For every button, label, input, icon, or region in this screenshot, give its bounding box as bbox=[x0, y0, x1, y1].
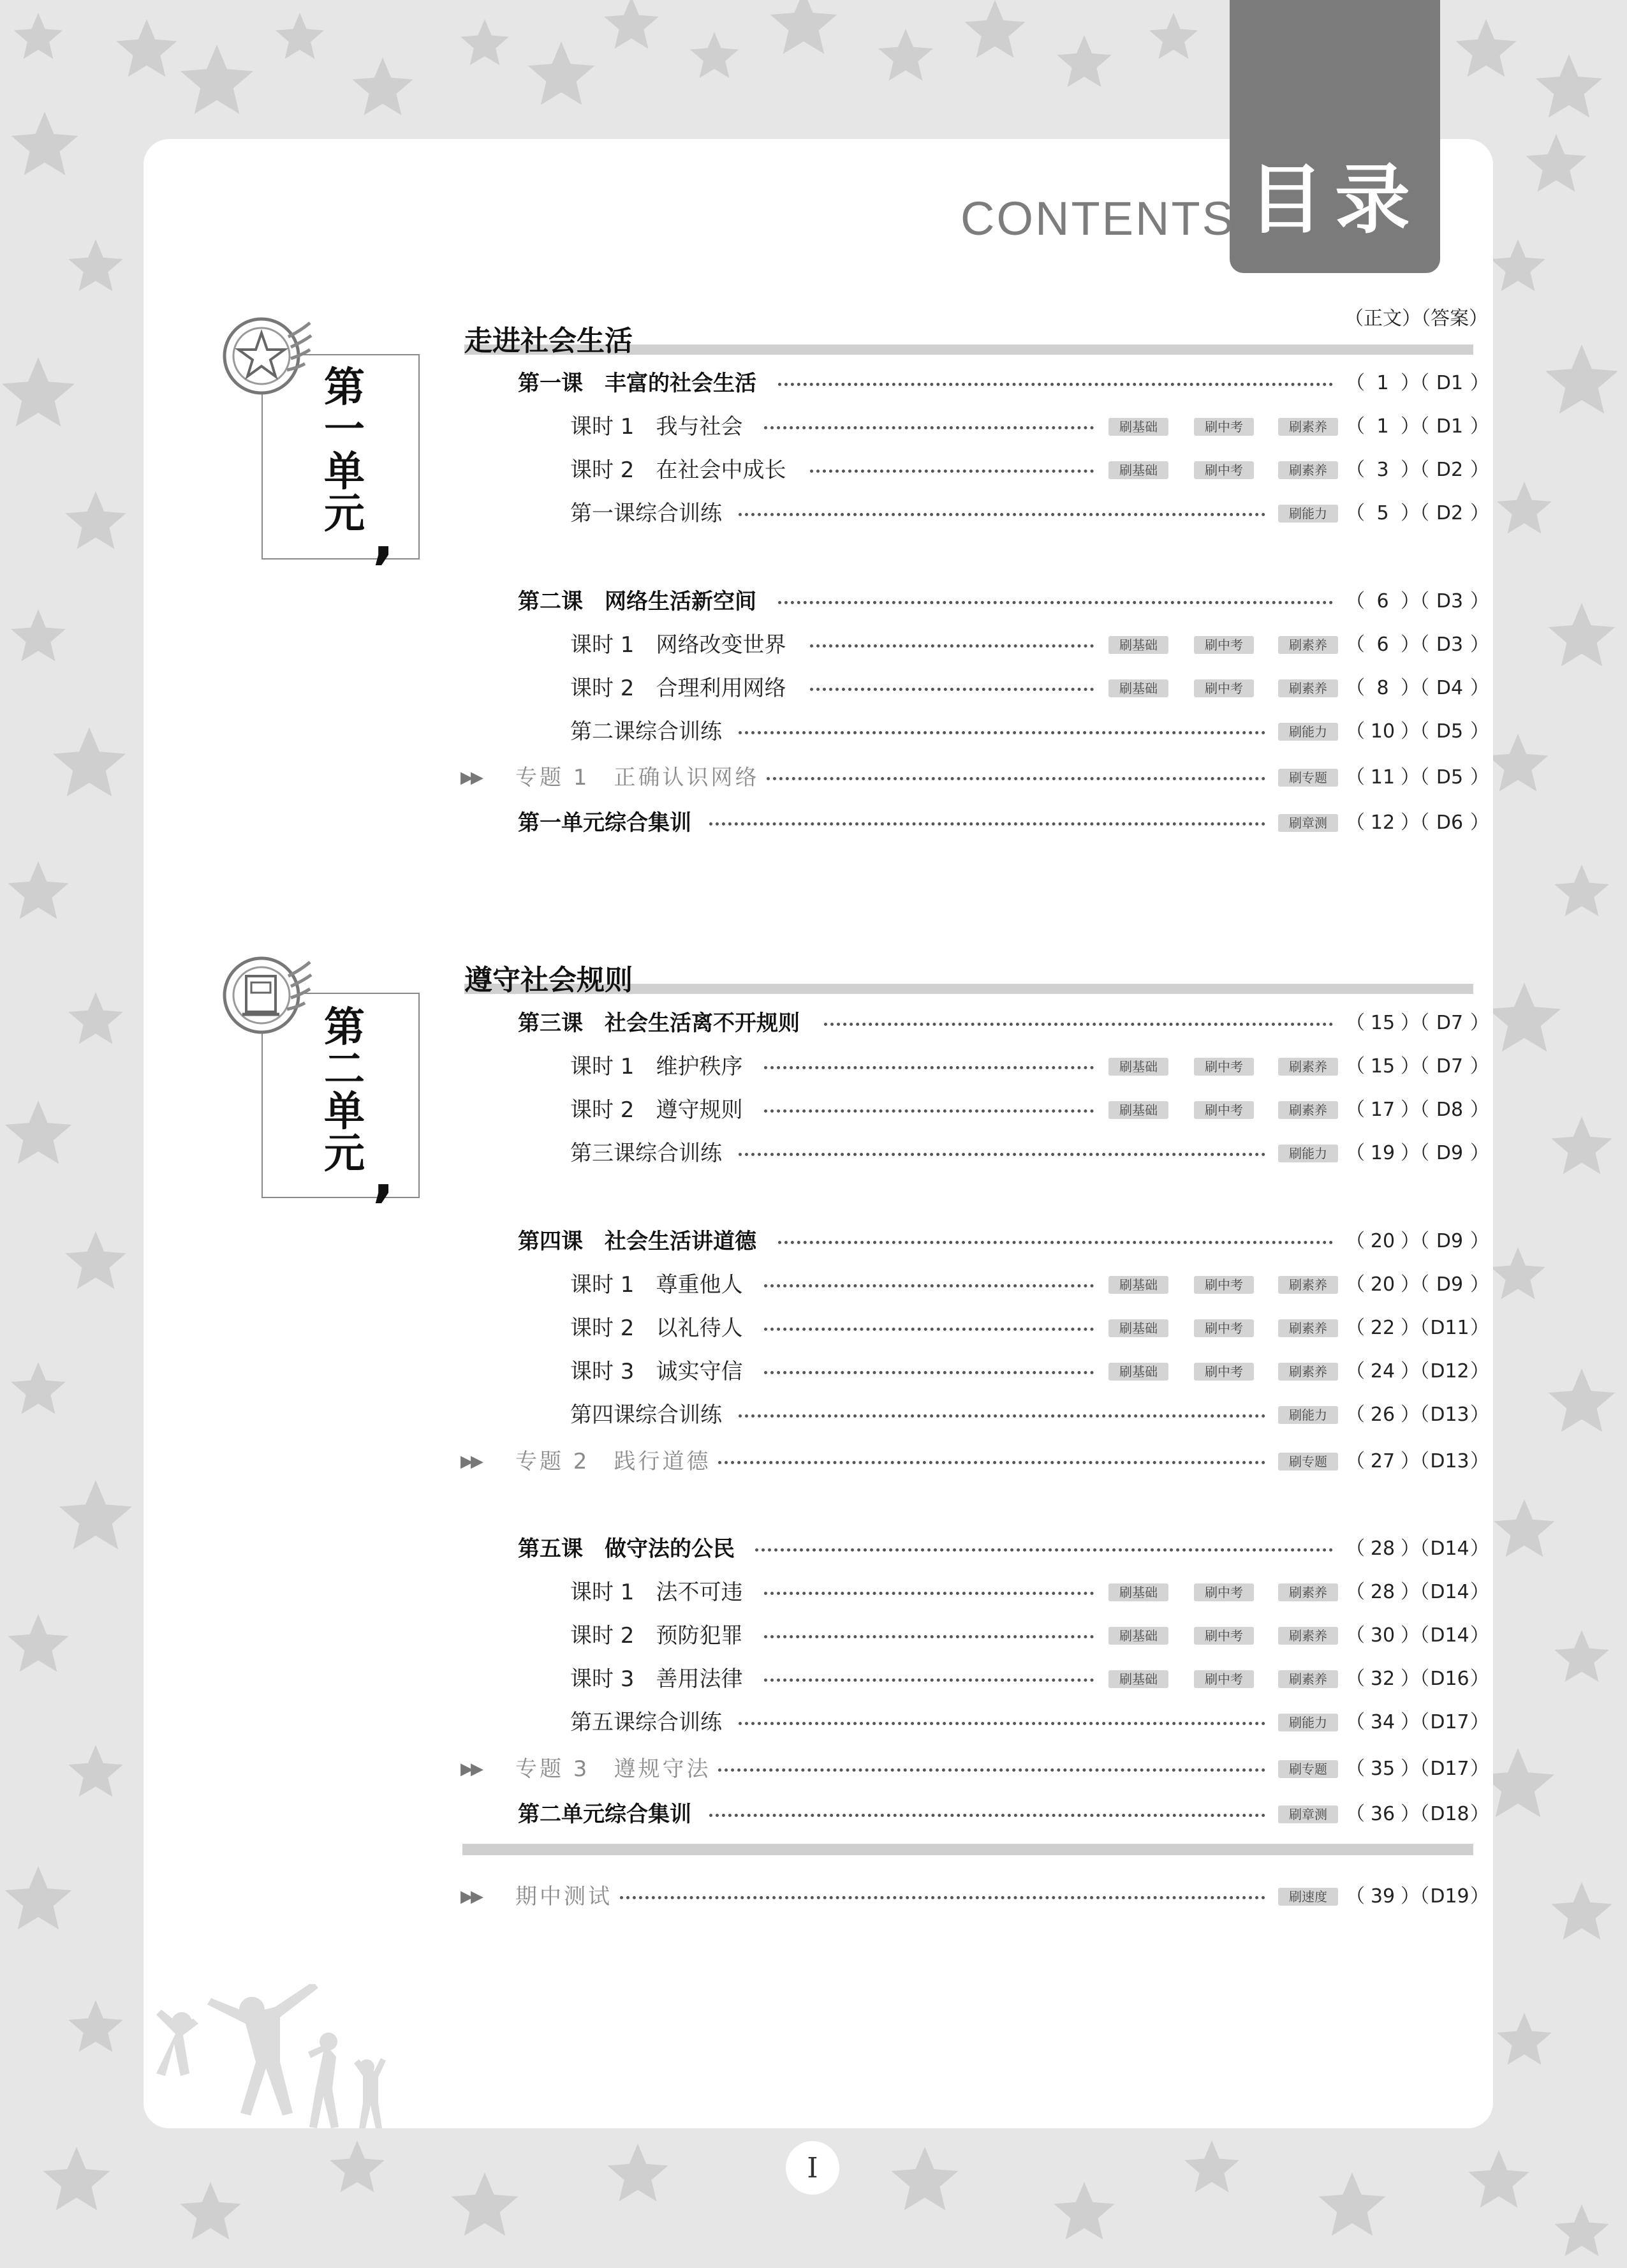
practice-tag: 刷专题 bbox=[1278, 769, 1338, 787]
toc-row[interactable] bbox=[0, 1882, 1627, 1911]
leader-dots bbox=[764, 1635, 1094, 1638]
practice-tag: 刷速度 bbox=[1278, 1888, 1338, 1906]
star-shape bbox=[11, 112, 78, 175]
answer-page: D9 bbox=[1436, 1230, 1464, 1252]
toc-entry-title: 第四课综合训练 bbox=[570, 1402, 722, 1428]
star-shape bbox=[1491, 239, 1545, 291]
practice-tag: 刷基础 bbox=[1108, 1101, 1168, 1119]
page-ref: （ 3 ）（ D2 ） bbox=[1346, 456, 1489, 485]
star-shape bbox=[1468, 2150, 1529, 2208]
page-ref: （ 26 ）（D13） bbox=[1346, 1400, 1489, 1430]
toc-row[interactable] bbox=[0, 674, 1627, 703]
toc-row[interactable] bbox=[0, 456, 1627, 485]
page-ref: （ 35 ）（D17） bbox=[1346, 1754, 1489, 1784]
page-ref: （ 10 ）（ D5 ） bbox=[1346, 717, 1489, 746]
leader-dots bbox=[739, 731, 1265, 734]
page-number: 6 bbox=[1376, 590, 1389, 612]
page-number: 1 bbox=[1376, 372, 1389, 394]
leader-dots bbox=[764, 1066, 1094, 1069]
page-ref: （ 27 ）（D13） bbox=[1346, 1447, 1489, 1476]
unit-1-label bbox=[313, 364, 376, 538]
page-number: 24 bbox=[1370, 1360, 1395, 1382]
answer-page: D12 bbox=[1430, 1360, 1469, 1382]
leader-dots bbox=[764, 1328, 1094, 1331]
practice-tag: 刷能力 bbox=[1278, 1145, 1338, 1162]
toc-entry-title: 第五课 做守法的公民 bbox=[518, 1536, 735, 1562]
toc-entry-title: 课时 1 尊重他人 bbox=[570, 1272, 743, 1298]
practice-tag: 刷素养 bbox=[1278, 679, 1338, 697]
toc-row[interactable] bbox=[0, 630, 1627, 660]
page-number: 19 bbox=[1370, 1142, 1395, 1164]
star-shape bbox=[180, 2182, 240, 2240]
page-number: 36 bbox=[1370, 1803, 1395, 1825]
page-ref: （ 15 ）（ D7 ） bbox=[1346, 1052, 1489, 1081]
toc-entry-title: 课时 1 网络改变世界 bbox=[570, 632, 786, 658]
practice-tag: 刷中考 bbox=[1194, 418, 1254, 436]
practice-tag: 刷中考 bbox=[1194, 1627, 1254, 1645]
answer-page: D5 bbox=[1436, 766, 1464, 789]
practice-tag: 刷章测 bbox=[1278, 1805, 1338, 1823]
page-number: 11 bbox=[1370, 766, 1395, 789]
answer-page: D17 bbox=[1430, 1758, 1469, 1780]
toc-row[interactable] bbox=[0, 1095, 1627, 1125]
leader-dots bbox=[739, 513, 1265, 516]
star-shape bbox=[1184, 2140, 1239, 2192]
star-shape bbox=[43, 2147, 110, 2211]
practice-tag: 刷中考 bbox=[1194, 1363, 1254, 1381]
page-ref: （ 34 ）（D17） bbox=[1346, 1708, 1489, 1737]
leader-dots bbox=[824, 1023, 1333, 1026]
page-ref: （ 1 ）（ D1 ） bbox=[1346, 412, 1489, 441]
star-shape bbox=[14, 13, 63, 59]
toc-entry-title: 专题 2 践行道德 bbox=[515, 1449, 711, 1474]
page-ref: （ 15 ）（ D7 ） bbox=[1346, 1009, 1489, 1038]
star-shape bbox=[68, 239, 123, 291]
page-ref: （ 22 ）（D11） bbox=[1346, 1314, 1489, 1343]
practice-tag: 刷基础 bbox=[1108, 679, 1168, 697]
toc-row[interactable] bbox=[0, 412, 1627, 441]
practice-tag: 刷素养 bbox=[1278, 1670, 1338, 1688]
star-shape bbox=[330, 2140, 385, 2192]
toc-entry-title: 第四课 社会生活讲道德 bbox=[518, 1229, 756, 1254]
answer-page: D13 bbox=[1430, 1404, 1469, 1426]
unit-2-comma: , bbox=[372, 1142, 395, 1209]
answer-page: D9 bbox=[1436, 1142, 1464, 1164]
answer-page: D16 bbox=[1430, 1668, 1469, 1690]
toc-row[interactable] bbox=[0, 1357, 1627, 1386]
practice-tag: 刷素养 bbox=[1278, 1058, 1338, 1076]
toc-row[interactable] bbox=[0, 1052, 1627, 1081]
unit-1-char: 第 bbox=[324, 364, 365, 411]
toc-row[interactable] bbox=[0, 1139, 1627, 1168]
toc-entry-title: 课时 1 维护秩序 bbox=[570, 1054, 743, 1079]
practice-tag: 刷专题 bbox=[1278, 1453, 1338, 1471]
page-ref: （ 8 ）（ D4 ） bbox=[1346, 674, 1489, 703]
practice-tag: 刷基础 bbox=[1108, 418, 1168, 436]
leader-dots bbox=[718, 1461, 1265, 1464]
arrow-icon: ▶▶ bbox=[460, 1760, 481, 1779]
practice-tag: 刷素养 bbox=[1278, 1101, 1338, 1119]
practice-tag: 刷中考 bbox=[1194, 1101, 1254, 1119]
answer-page: D1 bbox=[1436, 372, 1464, 394]
leader-dots bbox=[810, 644, 1094, 648]
practice-tag: 刷素养 bbox=[1278, 636, 1338, 654]
star-shape bbox=[1554, 864, 1609, 916]
star-shape bbox=[1319, 2172, 1386, 2236]
toc-row[interactable] bbox=[0, 1664, 1627, 1694]
leader-dots bbox=[764, 1592, 1094, 1595]
page-number: 28 bbox=[1370, 1581, 1395, 1603]
star-shape bbox=[690, 32, 739, 78]
practice-tag: 刷基础 bbox=[1108, 636, 1168, 654]
practice-tag: 刷素养 bbox=[1278, 418, 1338, 436]
page-ref: （ 20 ）（ D9 ） bbox=[1346, 1227, 1489, 1256]
page-ref: （ 6 ）（ D3 ） bbox=[1346, 587, 1489, 616]
star-shape bbox=[1536, 54, 1603, 118]
page-number: 10 bbox=[1370, 720, 1395, 743]
answer-page: D1 bbox=[1436, 415, 1464, 438]
page-ref: （ 11 ）（ D5 ） bbox=[1346, 763, 1489, 792]
arrow-icon: ▶▶ bbox=[460, 1452, 481, 1471]
answer-page: D7 bbox=[1436, 1055, 1464, 1078]
unit-2-char: 第 bbox=[324, 1004, 365, 1051]
star-shape bbox=[180, 45, 253, 114]
page-ref: （ 1 ）（ D1 ） bbox=[1346, 369, 1489, 398]
unit-1-char: 元 bbox=[324, 491, 365, 538]
page-number: 22 bbox=[1370, 1317, 1395, 1339]
toc-entry-title: 第二课综合训练 bbox=[570, 719, 722, 745]
star-shape bbox=[528, 41, 595, 105]
answer-page: D4 bbox=[1436, 677, 1464, 699]
answer-page: D14 bbox=[1430, 1624, 1469, 1647]
toc-entry-title: 第五课综合训练 bbox=[570, 1710, 722, 1735]
answer-page: D9 bbox=[1436, 1273, 1464, 1296]
page-number: 3 bbox=[1376, 459, 1389, 481]
star-shape bbox=[276, 13, 324, 59]
answer-page: D2 bbox=[1436, 459, 1464, 481]
toc-row[interactable] bbox=[0, 1447, 1627, 1476]
leader-dots bbox=[810, 470, 1094, 473]
page-number: 26 bbox=[1370, 1404, 1395, 1426]
page-number: 20 bbox=[1370, 1230, 1395, 1252]
unit-1-char: 一 bbox=[324, 406, 365, 454]
leader-dots bbox=[755, 1548, 1333, 1552]
toc-row[interactable] bbox=[0, 587, 1627, 616]
practice-tag: 刷中考 bbox=[1194, 636, 1254, 654]
page-ref: （ 5 ）（ D2 ） bbox=[1346, 499, 1489, 528]
answer-page: D6 bbox=[1436, 812, 1464, 834]
answer-page: D5 bbox=[1436, 720, 1464, 743]
practice-tag: 刷基础 bbox=[1108, 1670, 1168, 1688]
section-divider bbox=[462, 1844, 1473, 1855]
page-number: 32 bbox=[1370, 1668, 1395, 1690]
star-shape bbox=[1526, 134, 1586, 192]
leader-dots bbox=[739, 1722, 1265, 1725]
star-shape bbox=[892, 2147, 959, 2211]
practice-tag: 刷基础 bbox=[1108, 1058, 1168, 1076]
star-shape bbox=[1057, 35, 1112, 87]
leader-dots bbox=[778, 601, 1333, 604]
arrow-icon: ▶▶ bbox=[460, 768, 481, 787]
toc-entry-title: 课时 1 我与社会 bbox=[570, 414, 743, 440]
practice-tag: 刷章测 bbox=[1278, 814, 1338, 832]
leader-dots bbox=[709, 1814, 1265, 1817]
answer-page: D3 bbox=[1436, 590, 1464, 612]
leader-dots bbox=[764, 426, 1094, 429]
page-number: 1 bbox=[1376, 415, 1389, 438]
unit-1-comma: , bbox=[372, 504, 395, 571]
practice-tag: 刷能力 bbox=[1278, 723, 1338, 741]
star-shape bbox=[1554, 2204, 1609, 2256]
toc-entry-title: 课时 3 诚实守信 bbox=[570, 1359, 743, 1384]
section-title-unit-1: 走进社会生活 bbox=[464, 325, 633, 357]
practice-tag: 刷中考 bbox=[1194, 1670, 1254, 1688]
answer-page: D19 bbox=[1430, 1885, 1469, 1908]
answer-page: D3 bbox=[1436, 634, 1464, 656]
arrow-icon: ▶▶ bbox=[460, 1887, 481, 1906]
toc-row[interactable] bbox=[0, 1400, 1627, 1430]
contents-tab bbox=[1230, 0, 1440, 273]
answer-page: D11 bbox=[1430, 1317, 1469, 1339]
page-number: I bbox=[786, 2141, 839, 2195]
answer-page: D17 bbox=[1430, 1711, 1469, 1733]
unit-2-char: 元 bbox=[324, 1130, 365, 1178]
star-shape bbox=[460, 19, 509, 65]
page-number: 34 bbox=[1370, 1711, 1395, 1733]
page-ref: （ 28 ）（D14） bbox=[1346, 1578, 1489, 1607]
leader-dots bbox=[778, 1241, 1333, 1244]
page-number: 28 bbox=[1370, 1538, 1395, 1560]
answer-page: D14 bbox=[1430, 1581, 1469, 1603]
practice-tag: 刷基础 bbox=[1108, 1627, 1168, 1645]
page-ref: （ 24 ）（D12） bbox=[1346, 1357, 1489, 1386]
answer-page: D13 bbox=[1430, 1450, 1469, 1472]
star-emblem-icon bbox=[217, 311, 313, 407]
toc-entry-title: 期中测试 bbox=[515, 1884, 612, 1909]
toc-entry-title: 第一单元综合集训 bbox=[518, 810, 691, 836]
toc-row[interactable] bbox=[0, 717, 1627, 746]
toc-row[interactable] bbox=[0, 1708, 1627, 1737]
toc-row[interactable] bbox=[0, 1800, 1627, 1829]
star-shape bbox=[452, 2172, 519, 2236]
page-ref: （ 6 ）（ D3 ） bbox=[1346, 630, 1489, 660]
leader-dots bbox=[764, 1371, 1094, 1374]
unit-2-char: 二 bbox=[324, 1046, 365, 1093]
page-ref: （ 12 ）（ D6 ） bbox=[1346, 808, 1489, 838]
answer-page: D7 bbox=[1436, 1012, 1464, 1034]
leader-dots bbox=[810, 688, 1094, 691]
practice-tag: 刷中考 bbox=[1194, 1276, 1254, 1294]
toc-entry-title: 课时 2 在社会中成长 bbox=[570, 457, 786, 483]
page-number: 5 bbox=[1376, 502, 1389, 524]
toc-entry-title: 课时 2 以礼待人 bbox=[570, 1316, 743, 1341]
star-shape bbox=[964, 0, 1025, 58]
practice-tag: 刷基础 bbox=[1108, 461, 1168, 479]
star-shape bbox=[770, 0, 837, 54]
book-emblem-icon bbox=[217, 951, 313, 1046]
practice-tag: 刷中考 bbox=[1194, 1319, 1254, 1337]
practice-tag: 刷中考 bbox=[1194, 1058, 1254, 1076]
toc-row[interactable] bbox=[0, 499, 1627, 528]
star-shape bbox=[604, 0, 659, 48]
star-shape bbox=[116, 19, 177, 77]
practice-tag: 刷素养 bbox=[1278, 1276, 1338, 1294]
toc-entry-title: 课时 2 合理利用网络 bbox=[570, 676, 786, 701]
practice-tag: 刷能力 bbox=[1278, 1714, 1338, 1731]
toc-row[interactable] bbox=[0, 1754, 1627, 1784]
page-ref: （ 32 ）（D16） bbox=[1346, 1664, 1489, 1694]
page-ref: （ 28 ）（D14） bbox=[1346, 1534, 1489, 1564]
toc-entry-title: 第三课综合训练 bbox=[570, 1141, 722, 1166]
page-number: 8 bbox=[1376, 677, 1389, 699]
leader-dots bbox=[764, 1679, 1094, 1682]
page-number: 12 bbox=[1370, 812, 1395, 834]
toc-entry-title: 课时 1 法不可违 bbox=[570, 1580, 743, 1605]
practice-tag: 刷能力 bbox=[1278, 505, 1338, 523]
toc-row[interactable] bbox=[0, 1534, 1627, 1564]
answer-page: D2 bbox=[1436, 502, 1464, 524]
leader-dots bbox=[620, 1896, 1265, 1899]
leader-dots bbox=[739, 1414, 1265, 1418]
leader-dots bbox=[767, 777, 1265, 780]
page-ref: （ 19 ）（ D9 ） bbox=[1346, 1139, 1489, 1168]
star-shape bbox=[1149, 13, 1198, 59]
kids-silhouette-icon bbox=[144, 1984, 399, 2131]
star-shape bbox=[8, 861, 68, 919]
practice-tag: 刷素养 bbox=[1278, 1363, 1338, 1381]
star-shape bbox=[1455, 19, 1516, 77]
page-ref: （ 36 ）（D18） bbox=[1346, 1800, 1489, 1829]
leader-dots bbox=[764, 1109, 1094, 1113]
page-number: 35 bbox=[1370, 1758, 1395, 1780]
toc-row[interactable] bbox=[0, 1314, 1627, 1343]
column-header: （正文）（答案） bbox=[1344, 308, 1488, 330]
page-number: 20 bbox=[1370, 1273, 1395, 1296]
page-ref: （ 30 ）（D14） bbox=[1346, 1621, 1489, 1650]
page-ref: （ 39 ）（D19） bbox=[1346, 1882, 1489, 1911]
practice-tag: 刷专题 bbox=[1278, 1760, 1338, 1778]
toc-row[interactable] bbox=[0, 1578, 1627, 1607]
practice-tag: 刷中考 bbox=[1194, 461, 1254, 479]
practice-tag: 刷基础 bbox=[1108, 1319, 1168, 1337]
leader-dots bbox=[709, 822, 1265, 826]
practice-tag: 刷素养 bbox=[1278, 1319, 1338, 1337]
answer-page: D18 bbox=[1430, 1803, 1469, 1825]
toc-entry-title: 课时 2 预防犯罪 bbox=[570, 1623, 743, 1649]
unit-2-label bbox=[313, 1004, 376, 1178]
toc-entry-title: 课时 2 遵守规则 bbox=[570, 1097, 743, 1123]
toc-entry-title: 专题 3 遵规守法 bbox=[515, 1756, 711, 1782]
section-title-unit-2: 遵守社会规则 bbox=[464, 964, 633, 997]
practice-tag: 刷中考 bbox=[1194, 679, 1254, 697]
page-number: 15 bbox=[1370, 1055, 1395, 1078]
toc-entry-title: 第二单元综合集训 bbox=[518, 1802, 691, 1827]
toc-row[interactable] bbox=[0, 1270, 1627, 1300]
practice-tag: 刷素养 bbox=[1278, 461, 1338, 479]
practice-tag: 刷素养 bbox=[1278, 1583, 1338, 1601]
toc-row[interactable] bbox=[0, 1621, 1627, 1650]
star-shape bbox=[68, 2000, 123, 2052]
practice-tag: 刷基础 bbox=[1108, 1363, 1168, 1381]
practice-tag: 刷能力 bbox=[1278, 1406, 1338, 1424]
leader-dots bbox=[739, 1153, 1265, 1156]
star-shape bbox=[1054, 2182, 1114, 2240]
page-number: 6 bbox=[1376, 634, 1389, 656]
toc-entry-title: 第二课 网络生活新空间 bbox=[518, 589, 756, 614]
toc-entry-title: 第一课综合训练 bbox=[570, 501, 722, 526]
toc-entry-title: 第一课 丰富的社会生活 bbox=[518, 371, 756, 396]
unit-2-char: 单 bbox=[324, 1088, 365, 1136]
toc-entry-title: 第三课 社会生活离不开规则 bbox=[518, 1011, 800, 1036]
toc-entry-title: 课时 3 善用法律 bbox=[570, 1666, 743, 1692]
page-number: 30 bbox=[1370, 1624, 1395, 1647]
page-ref: （ 17 ）（ D8 ） bbox=[1346, 1095, 1489, 1125]
practice-tag: 刷基础 bbox=[1108, 1276, 1168, 1294]
practice-tag: 刷素养 bbox=[1278, 1627, 1338, 1645]
unit-1-char: 单 bbox=[324, 448, 365, 496]
page-number: 27 bbox=[1370, 1450, 1395, 1472]
star-shape bbox=[352, 57, 413, 115]
page-number: 17 bbox=[1370, 1099, 1395, 1121]
toc-entry-title: 专题 1 正确认识网络 bbox=[515, 765, 760, 790]
toc-row[interactable] bbox=[0, 763, 1627, 792]
practice-tag: 刷基础 bbox=[1108, 1583, 1168, 1601]
star-shape bbox=[607, 2144, 668, 2202]
contents-heading-en: CONTENTS bbox=[961, 192, 1235, 245]
leader-dots bbox=[718, 1768, 1265, 1772]
practice-tag: 刷中考 bbox=[1194, 1583, 1254, 1601]
tab-title: 目录 bbox=[1248, 156, 1422, 244]
page-ref: （ 20 ）（ D9 ） bbox=[1346, 1270, 1489, 1300]
page-number: 15 bbox=[1370, 1012, 1395, 1034]
page-number: 39 bbox=[1370, 1885, 1395, 1908]
leader-dots bbox=[778, 383, 1333, 386]
toc-row[interactable] bbox=[0, 1227, 1627, 1256]
answer-page: D14 bbox=[1430, 1538, 1469, 1560]
leader-dots bbox=[764, 1284, 1094, 1287]
answer-page: D8 bbox=[1436, 1099, 1464, 1121]
toc-row[interactable] bbox=[0, 808, 1627, 838]
star-shape bbox=[878, 29, 933, 80]
star-shape bbox=[1497, 2013, 1552, 2064]
